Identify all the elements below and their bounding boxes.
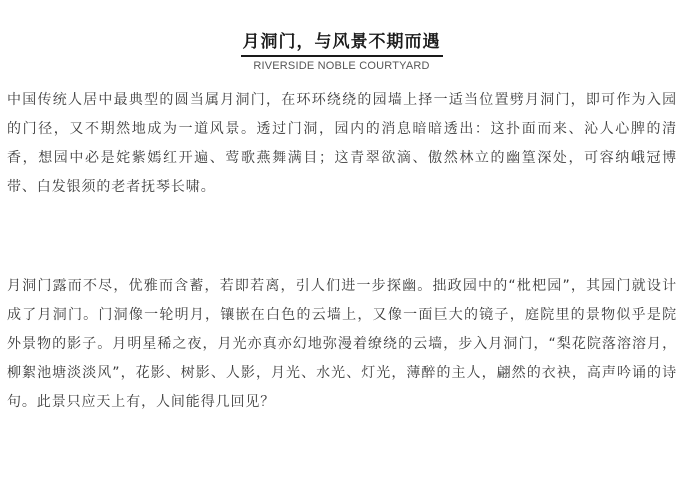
paragraph-moon-gate-intro: 中国传统人居中最典型的圆当属月洞门，在环环绕绕的园墙上择一适当位置劈月洞门，即可作为入园的门径，又不期然地成为一道风景。透过门洞，园内的消息暗暗透出：这扑面而来、沁人心脾的清香，想园中必是姹紫嫣红开遍、莺歌燕舞满目；这青翠欲滴、傲然林立的幽篁深处，可容纳峨冠博带、白发银须的老者抚琴长啸。	[7, 92, 677, 195]
page-subtitle: RIVERSIDE NOBLE COURTYARD	[253, 60, 430, 72]
paragraph-loquat-garden: 月洞门露而不尽，优雅而含蓄，若即若离，引人们进一步探幽。拙政园中的“枇杷园”，其园门就设计成了月洞门。门洞像一轮明月，镶嵌在白色的云墙上，又像一面巨大的镜子，庭院里的景物似乎是院外景物的影子。月明星稀之夜，月光亦真亦幻地弥漫着缭绕的云墙，步入月洞门，“梨花院落溶溶月，柳絮池塘淡淡风”，花影、树影、人影，月光、水光、灯光，薄醉的主人，翩然的衣袂，高声吟诵的诗句。此景只应天上有，人间能得几回见？	[7, 278, 677, 410]
page-title: 月洞门，与风景不期而遇	[241, 30, 443, 57]
title-block	[0, 30, 683, 73]
